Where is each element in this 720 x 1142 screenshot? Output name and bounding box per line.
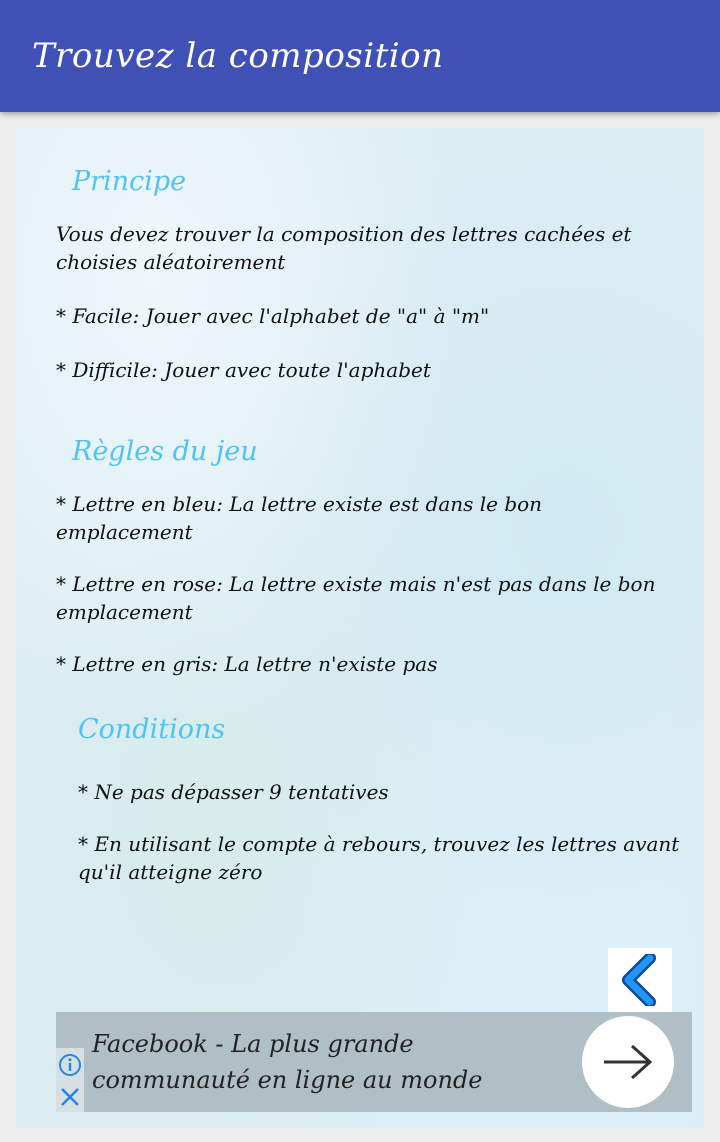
page-title: Trouvez la composition bbox=[32, 36, 444, 76]
conditions-text-2: * En utilisant le compte à rebours, trouvez les lettres avant qu'il atteigne zéro bbox=[78, 832, 680, 884]
principe-text-2: * Facile: Jouer avec l'alphabet de "a" à "m" bbox=[56, 304, 490, 328]
chevron-left-icon bbox=[620, 954, 660, 1006]
regles-text-2: * Lettre en rose: La lettre existe mais n'est pas dans le bon emplacement bbox=[56, 572, 656, 624]
principe-text-1: Vous devez trouver la composition des lettres cachées et choisies aléatoirement bbox=[56, 222, 632, 274]
ad-banner[interactable] bbox=[56, 1012, 692, 1112]
ad-text[interactable]: Facebook - La plus grande communauté en ligne au monde bbox=[92, 1030, 483, 1094]
info-icon[interactable] bbox=[58, 1053, 82, 1077]
conditions-text-1: * Ne pas dépasser 9 tentatives bbox=[78, 780, 389, 804]
section-heading-principe: Principe bbox=[72, 166, 187, 197]
back-button[interactable] bbox=[608, 948, 672, 1012]
principe-text-3: * Difficile: Jouer avec toute l'aphabet bbox=[56, 358, 431, 382]
content-panel bbox=[16, 128, 704, 1128]
regles-text-1: * Lettre en bleu: La lettre existe est dans le bon emplacement bbox=[56, 492, 543, 544]
ad-cta-button[interactable] bbox=[582, 1016, 674, 1108]
arrow-right-icon bbox=[600, 1042, 656, 1082]
section-heading-regles: Règles du jeu bbox=[72, 436, 258, 467]
ad-choices bbox=[56, 1048, 84, 1112]
close-icon[interactable] bbox=[59, 1086, 81, 1108]
regles-text-3: * Lettre en gris: La lettre n'existe pas bbox=[56, 652, 438, 676]
app-bar bbox=[0, 0, 720, 112]
section-heading-conditions: Conditions bbox=[78, 714, 226, 745]
